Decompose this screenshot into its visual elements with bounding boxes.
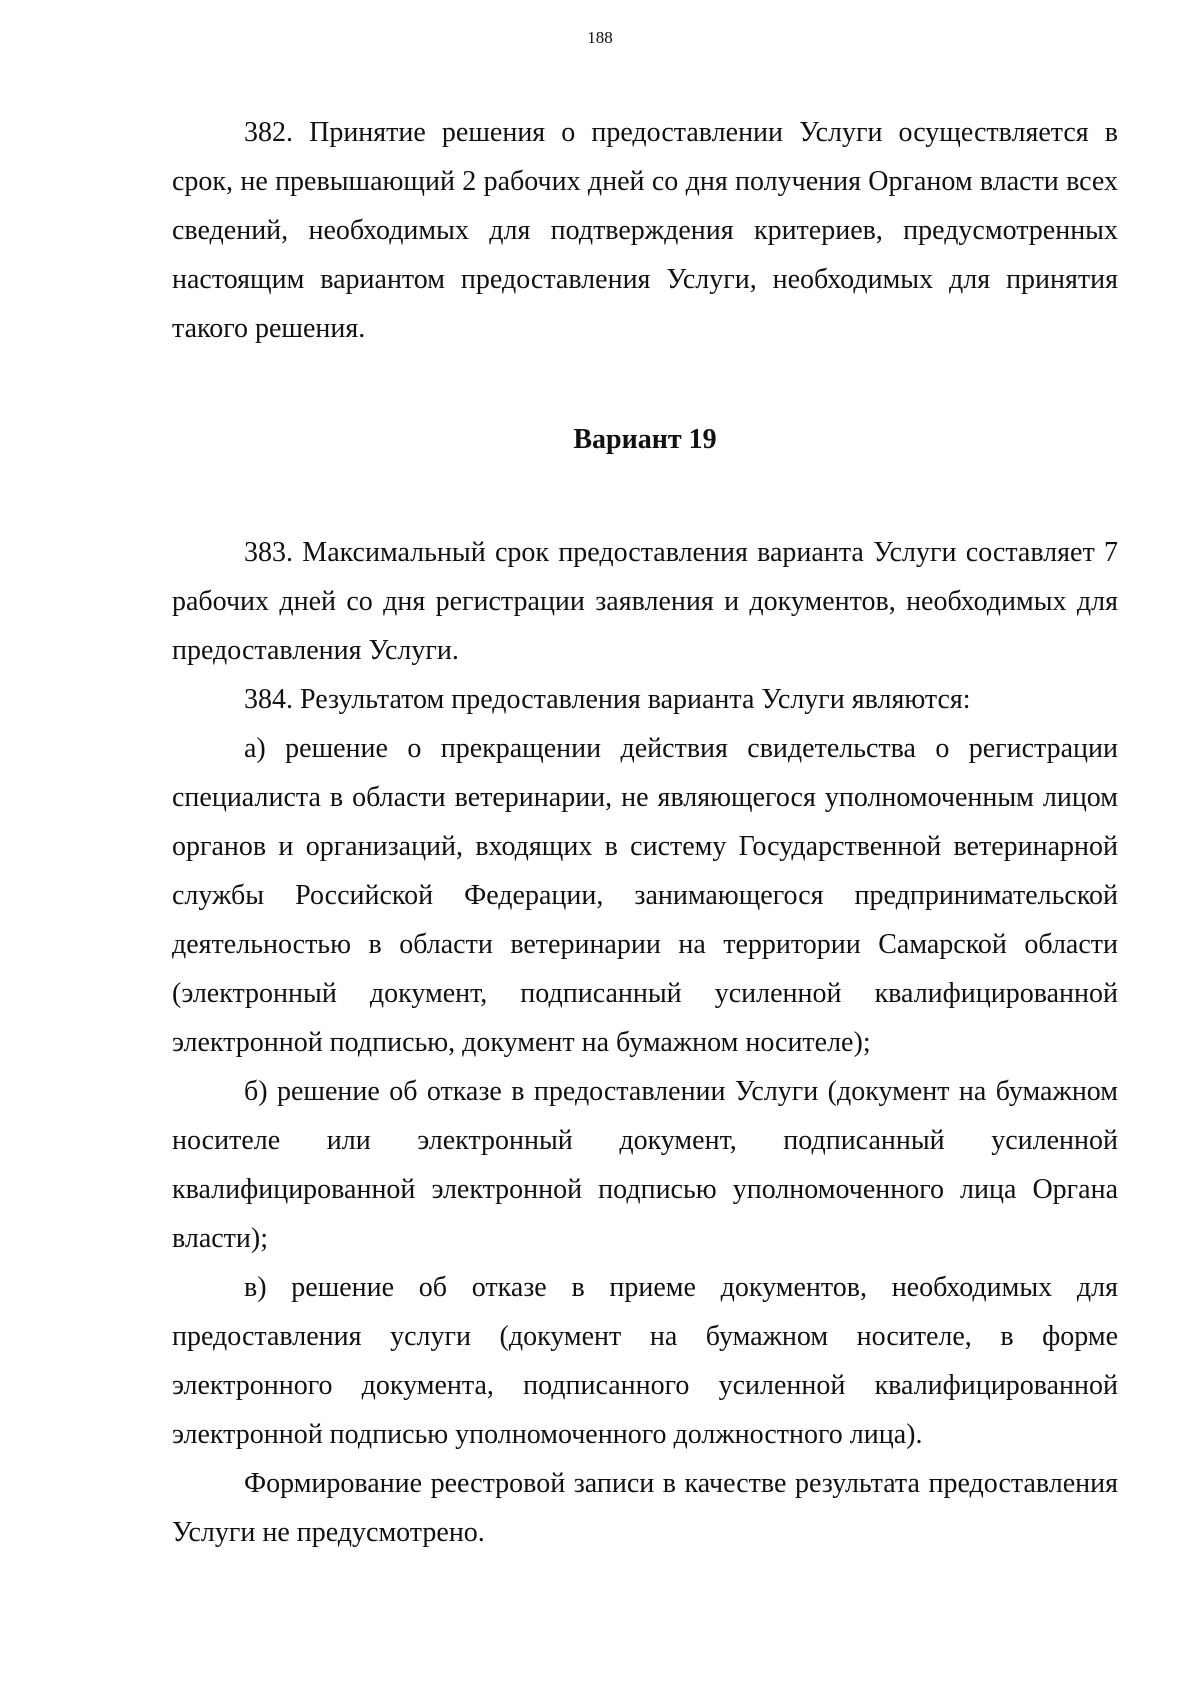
paragraph-383: 383. Максимальный срок предоставления варианта Услуги составляет 7 рабочих дней со дня регистрации заявления и документов, необходимых для предоставления Услуги.: [172, 537, 1118, 666]
document-body: [172, 108, 1118, 1557]
paragraph-382: 382. Принятие решения о предоставлении Услуги осуществляется в срок, не превышающий 2 рабочих дней со дня получения Органом власти всех сведений, необходимых для подтверждения критериев, предусмотренных настоящим вариантом предоставления Услуги, необходимых для принятия такого решения.: [172, 117, 1118, 344]
section-heading: Вариант 19: [573, 424, 717, 455]
paragraph-registry: Формирование реестровой записи в качестве результата предоставления Услуги не предусмотрено.: [172, 1468, 1118, 1548]
paragraph-384: 384. Результатом предоставления варианта Услуги являются:: [244, 684, 971, 715]
list-item-a: а) решение о прекращении действия свидетельства о регистрации специалиста в области ветеринарии, не являющегося уполномоченным лицом органов и организаций, входящих в систему Государственной ветеринарной службы Российской Федерации, занимающегося предпринимательской деятельностью в области ветеринарии на территории Самарской области (электронный документ, подписанный усиленной квалифицированной электронной подписью, документ на бумажном носителе);: [172, 733, 1118, 1058]
list-item-b: б) решение об отказе в предоставлении Услуги (документ на бумажном носителе или электронный документ, подписанный усиленной квалифицированной электронной подписью уполномоченного лица Органа власти);: [172, 1076, 1118, 1254]
list-item-c: в) решение об отказе в приеме документов, необходимых для предоставления услуги (документ на бумажном носителе, в форме электронного документа, подписанного усиленной квалифицированной электронной подписью уполномоченного должностного лица).: [172, 1272, 1118, 1450]
page-number: 188: [587, 28, 613, 47]
